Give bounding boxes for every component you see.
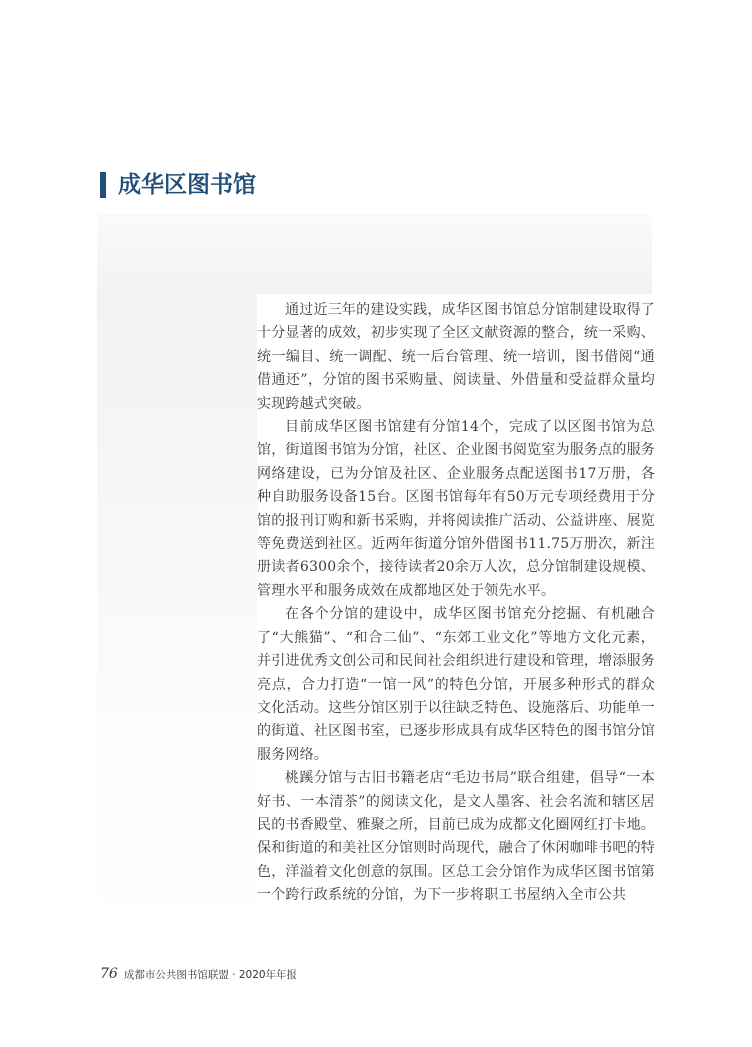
paragraph-3: 在各个分馆的建设中，成华区图书馆充分挖掘、有机融合了“大熊猫”、“和合二仙”、“东郊工业文化”等地方文化元素，并引进优秀文创公司和民间社会组织进行建设和管理，增添服务亮点，合力打造“一馆一风”的特色分馆，开展多种形式的群众文化活动。这些分馆区别于以往缺乏特色、设施落后、功能单一的街道、社区图书室，已逐步形成具有成华区特色的图书馆分馆服务网络。 <box>257 606 655 763</box>
background-shade-left <box>97 294 257 934</box>
background-shade-top <box>97 214 652 294</box>
publication-title: 成都市公共图书馆联盟 · 2020年年报 <box>123 969 298 981</box>
paragraph-1: 通过近三年的建设实践，成华区图书馆总分馆制建设取得了十分显著的成效，初步实现了全区文献资源的整合，统一采购、统一编目、统一调配、统一后台管理、统一培训，图书借阅“通借通还”，分馆的图书采购量、阅读量、外借量和受益群众量均实现跨越式突破。 <box>257 302 655 412</box>
paragraph-2: 目前成华区图书馆建有分馆14个，完成了以区图书馆为总馆，街道图书馆为分馆，社区、企业图书阅览室为服务点的服务网络建设，已为分馆及社区、企业服务点配送图书17万册，各种自助服务设备15台。区图书馆每年有50万元专项经费用于分馆的报刊订购和新书采购，并将阅读推广活动、公益讲座、展览等免费送到社区。近两年街道分馆外借图书11.75万册次，新注册读者6300余个，接待读者20余万人次，总分馆制建设规模、管理水平和服务成效在成都地区处于领先水平。 <box>257 419 655 599</box>
heading-accent-bar <box>100 172 106 198</box>
section-heading <box>100 172 256 198</box>
article-body <box>257 299 655 908</box>
page-title: 成华区图书馆 <box>118 172 256 198</box>
page-number: 76 <box>100 966 118 982</box>
paragraph-4: 桃蹊分馆与古旧书籍老店“毛边书局”联合组建，倡导“一本好书、一本清茶”的阅读文化，是文人墨客、社会名流和辖区居民的书香殿堂、雅聚之所，目前已成为成都文化圈网红打卡地。保和街道的和美社区分馆则时尚现代，融合了休闲咖啡书吧的特色，洋溢着文化创意的氛围。区总工会分馆作为成华区图书馆第一个跨行政系统的分馆，为下一步将职工书屋纳入全市公共 <box>257 770 655 904</box>
page-footer <box>100 966 297 982</box>
